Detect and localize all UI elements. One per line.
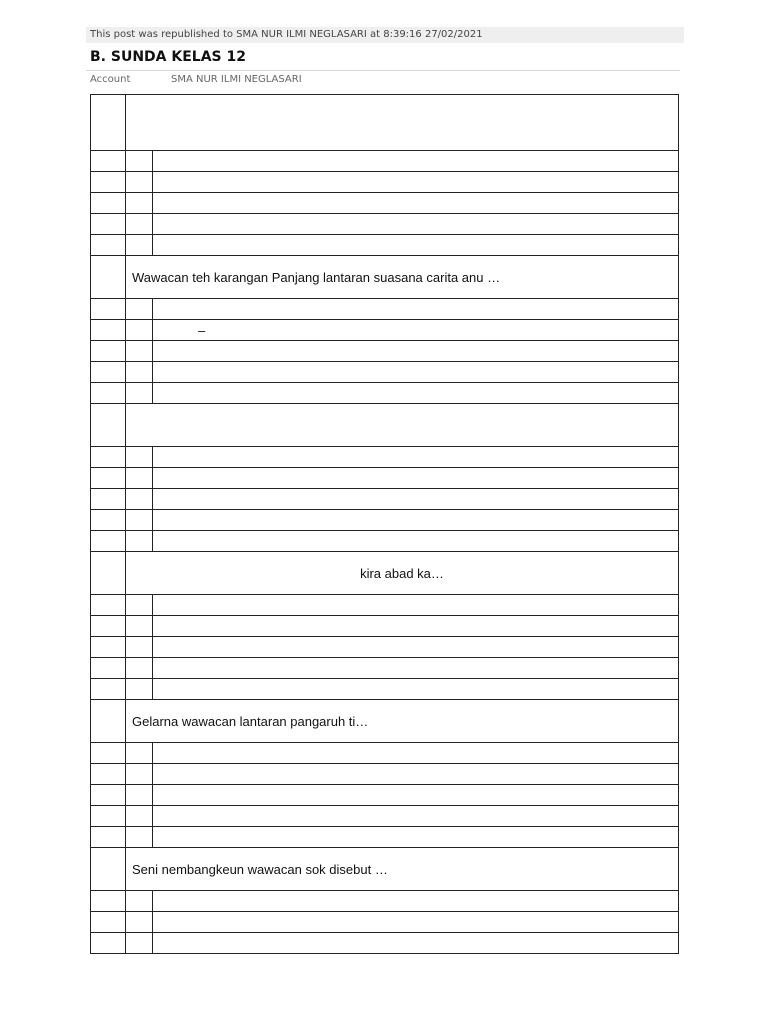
option-blank-cell: [91, 658, 126, 679]
option-text: [153, 151, 679, 172]
question-text: kira abad ka…: [126, 552, 679, 595]
option-blank-cell: [91, 933, 126, 954]
option-text: [153, 595, 679, 616]
option-letter-cell: [126, 637, 153, 658]
option-row: [91, 595, 679, 616]
option-letter-cell: [126, 151, 153, 172]
option-letter-cell: [126, 827, 153, 848]
option-letter-cell: [126, 193, 153, 214]
option-letter-cell: [126, 489, 153, 510]
option-text: [153, 510, 679, 531]
option-letter-cell: [126, 468, 153, 489]
option-letter-cell: [126, 320, 153, 341]
option-row: [91, 531, 679, 552]
option-row: [91, 827, 679, 848]
document-title: B. SUNDA KELAS 12: [90, 49, 246, 65]
option-blank-cell: [91, 235, 126, 256]
option-letter-cell: [126, 341, 153, 362]
option-blank-cell: [91, 383, 126, 404]
question-text: Seni nembangkeun wawacan sok disebut …: [126, 848, 679, 891]
option-row: [91, 912, 679, 933]
option-letter-cell: [126, 679, 153, 700]
option-text: [153, 637, 679, 658]
option-row: [91, 616, 679, 637]
option-text: [153, 933, 679, 954]
option-letter-cell: [126, 891, 153, 912]
option-row: [91, 637, 679, 658]
option-blank-cell: [91, 531, 126, 552]
option-letter-cell: [126, 172, 153, 193]
option-row: [91, 193, 679, 214]
option-text: [153, 235, 679, 256]
option-letter-cell: [126, 743, 153, 764]
option-text: [153, 341, 679, 362]
option-blank-cell: [91, 447, 126, 468]
option-letter-cell: [126, 531, 153, 552]
account-label: Account: [90, 74, 131, 85]
option-blank-cell: [91, 510, 126, 531]
option-blank-cell: [91, 679, 126, 700]
option-text: [153, 447, 679, 468]
option-text: [153, 806, 679, 827]
option-text: [153, 743, 679, 764]
option-blank-cell: [91, 595, 126, 616]
question-number-cell: [91, 700, 126, 743]
title-divider: [86, 70, 680, 71]
option-letter-cell: [126, 595, 153, 616]
option-blank-cell: [91, 806, 126, 827]
question-number-cell: [91, 95, 126, 151]
option-blank-cell: [91, 637, 126, 658]
option-blank-cell: [91, 362, 126, 383]
option-text: [153, 299, 679, 320]
option-letter-cell: [126, 912, 153, 933]
option-text: [153, 489, 679, 510]
option-letter-cell: [126, 383, 153, 404]
option-row: [91, 172, 679, 193]
question-row: [91, 848, 679, 891]
option-row: [91, 468, 679, 489]
option-letter-cell: [126, 616, 153, 637]
option-text: [153, 764, 679, 785]
option-text: [153, 827, 679, 848]
option-text: [153, 214, 679, 235]
question-row: [91, 700, 679, 743]
option-blank-cell: [91, 489, 126, 510]
option-text: –: [153, 320, 679, 341]
option-row: [91, 785, 679, 806]
question-number-cell: [91, 256, 126, 299]
option-text: [153, 679, 679, 700]
option-blank-cell: [91, 468, 126, 489]
option-blank-cell: [91, 172, 126, 193]
option-blank-cell: [91, 616, 126, 637]
option-letter-cell: [126, 299, 153, 320]
option-letter-cell: [126, 510, 153, 531]
option-blank-cell: [91, 341, 126, 362]
option-blank-cell: [91, 320, 126, 341]
option-row: [91, 933, 679, 954]
quiz-table: [90, 94, 679, 954]
option-text: [153, 531, 679, 552]
option-blank-cell: [91, 193, 126, 214]
option-row: [91, 806, 679, 827]
question-row: [91, 404, 679, 447]
option-row: [91, 214, 679, 235]
option-blank-cell: [91, 891, 126, 912]
option-letter-cell: [126, 362, 153, 383]
option-row: [91, 447, 679, 468]
question-number-cell: [91, 848, 126, 891]
option-blank-cell: [91, 764, 126, 785]
option-row: [91, 510, 679, 531]
option-row: [91, 743, 679, 764]
option-row: [91, 891, 679, 912]
option-letter-cell: [126, 214, 153, 235]
question-text: [126, 95, 679, 151]
option-row: [91, 299, 679, 320]
option-row: [91, 341, 679, 362]
option-row: [91, 658, 679, 679]
option-text: [153, 785, 679, 806]
option-text: [153, 383, 679, 404]
option-row: [91, 151, 679, 172]
question-number-cell: [91, 552, 126, 595]
question-row: [91, 256, 679, 299]
option-blank-cell: [91, 785, 126, 806]
option-letter-cell: [126, 764, 153, 785]
option-letter-cell: [126, 235, 153, 256]
question-text: [126, 404, 679, 447]
option-row: [91, 679, 679, 700]
option-blank-cell: [91, 743, 126, 764]
question-row: [91, 95, 679, 151]
option-text: [153, 468, 679, 489]
option-letter-cell: [126, 658, 153, 679]
option-text: [153, 193, 679, 214]
option-blank-cell: [91, 827, 126, 848]
option-text: [153, 912, 679, 933]
option-text: [153, 658, 679, 679]
option-blank-cell: [91, 299, 126, 320]
option-text: [153, 362, 679, 383]
option-text: [153, 172, 679, 193]
option-blank-cell: [91, 214, 126, 235]
option-row: [91, 489, 679, 510]
question-text: Gelarna wawacan lantaran pangaruh ti…: [126, 700, 679, 743]
option-blank-cell: [91, 912, 126, 933]
option-text: [153, 891, 679, 912]
question-text: Wawacan teh karangan Panjang lantaran suasana carita anu …: [126, 256, 679, 299]
account-value: SMA NUR ILMI NEGLASARI: [171, 74, 302, 85]
option-row: [91, 320, 679, 341]
option-letter-cell: [126, 785, 153, 806]
republish-notice: This post was republished to SMA NUR ILMI NEGLASARI at 8:39:16 27/02/2021: [86, 27, 684, 43]
question-row: [91, 552, 679, 595]
option-row: [91, 235, 679, 256]
option-row: [91, 764, 679, 785]
option-letter-cell: [126, 933, 153, 954]
option-row: [91, 362, 679, 383]
option-letter-cell: [126, 447, 153, 468]
option-blank-cell: [91, 151, 126, 172]
question-number-cell: [91, 404, 126, 447]
option-text: [153, 616, 679, 637]
option-row: [91, 383, 679, 404]
option-letter-cell: [126, 806, 153, 827]
